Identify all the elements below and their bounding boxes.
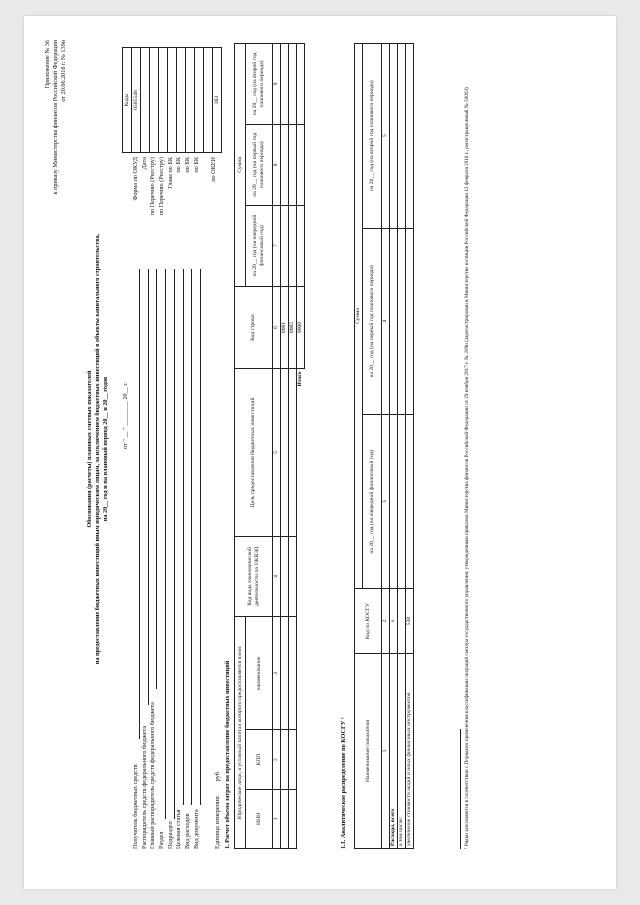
field-underline <box>191 269 192 805</box>
row-label: в том числе: <box>397 654 405 849</box>
col-num: 5 <box>273 369 281 536</box>
total-label: Итого <box>296 369 304 849</box>
col-indicator: Наименование показателя <box>355 654 382 849</box>
code-bk-2 <box>177 48 186 153</box>
field-unit <box>214 649 222 849</box>
col-num: 7 <box>273 205 281 286</box>
label-date: Дата <box>140 157 148 170</box>
document-title <box>86 69 109 829</box>
field-expense-type: Вид расходов <box>184 813 192 849</box>
field-underline <box>183 269 184 805</box>
field-section: Раздел <box>158 831 166 849</box>
label-bk-head: Глава по БК <box>166 157 174 189</box>
appendix-header <box>44 40 67 360</box>
title-line-1: Обоснования (расчеты) плановых сметных показателей <box>86 370 93 528</box>
line-code-cell: 0002 <box>288 286 296 369</box>
label-okei: по ОКЕИ <box>210 157 218 182</box>
table-row <box>405 44 413 849</box>
col-amount: Сумма <box>355 44 363 589</box>
table-row <box>280 44 288 849</box>
line-code-cell: 0001 <box>280 286 288 369</box>
row-code: x <box>389 589 397 654</box>
unit-value: руб <box>213 772 221 782</box>
col-year-3: на 20__ год (на второй год планового периода) <box>363 44 382 229</box>
col-purpose: Цель предоставления бюджетных инвестиций <box>235 369 273 536</box>
field-target: Целевая статья <box>175 809 183 849</box>
field-manager: Распорядитель средств федерального бюджета <box>140 725 148 849</box>
col-amount: Сумма <box>235 44 246 287</box>
row-code: 530 <box>405 589 413 654</box>
col-num: 1 <box>273 789 281 848</box>
document-page <box>24 16 616 889</box>
col-num: 3 <box>273 617 281 730</box>
code-bk-3 <box>186 48 195 153</box>
col-year-1: на 20__ год (на очередной финансовый год) <box>246 205 273 286</box>
field-underline <box>148 269 149 705</box>
col-year-2: на 20__ год (на первый год планового периода) <box>246 124 273 205</box>
label-okud: Форма по ОКУД <box>132 157 139 201</box>
col-year-3: на 20__ год (на второй год планового периода) <box>246 44 273 125</box>
table-row <box>397 44 405 849</box>
field-underline <box>156 269 157 689</box>
field-labels <box>132 649 221 849</box>
codes-table <box>122 47 222 153</box>
table-row <box>288 44 296 849</box>
code-registry-2 <box>159 48 168 153</box>
section-1-table <box>234 43 305 849</box>
label-blank <box>202 157 211 329</box>
col-num: 6 <box>273 286 281 369</box>
label-registry-1: по Перечню (Реестру) <box>149 157 157 216</box>
field-underline <box>139 269 140 739</box>
code-date <box>141 48 150 153</box>
col-num: 9 <box>273 44 281 125</box>
footnote <box>464 39 471 849</box>
row-label: Расходы, всего <box>389 654 397 849</box>
field-underline <box>174 269 175 819</box>
row-label: увеличение стоимости акций и иных финансовых инструментов <box>405 654 413 849</box>
code-labels <box>132 157 219 329</box>
code-blank <box>204 48 213 153</box>
rotated-content <box>24 16 616 889</box>
code-registry-1 <box>150 48 159 153</box>
table-row <box>389 44 397 849</box>
total-code: 9000 <box>296 286 304 369</box>
spacer <box>202 649 214 849</box>
footnote-rule <box>460 729 461 849</box>
col-kosgu: Код по КОСГУ <box>355 589 382 654</box>
col-num: 4 <box>273 536 281 617</box>
title-line-2: на предоставление бюджетных инвестиций иным юридическим лицам, за исключением бюджетных инвестиций в объекты капитального строительства, <box>93 233 101 665</box>
footnote-text: ¹ Рядки заполняются в соответствии с Порядком применения классификации операций сектора государственного управления, утвержденным приказом Министерства финансов Российской Федерации от 29 ноября 2017 г. № 209н (зарегистрирован в Министерстве юстиции Российской Федерации 12 февраля 2018 г., регистрационный № 50003) <box>464 87 470 849</box>
unit-label: Единица измерения: <box>213 795 221 849</box>
col-num: 2 <box>273 730 281 789</box>
code-bk-1 <box>168 48 177 153</box>
col-num: 2 <box>382 589 390 654</box>
section-1-title: 1. Расчет объема затрат на предоставление бюджетных инвестиций <box>224 660 231 849</box>
col-okved: Код вида экономической деятельности по ОКВЭД <box>235 536 273 617</box>
section-1-1-title: 1.1. Аналитическое распределение по КОСГУ ¹ <box>340 717 347 849</box>
appendix-order: к приказу Министерства финансов Российской Федерации <box>51 40 59 195</box>
label-registry-2: по Перечню (Реестру) <box>158 157 166 216</box>
col-num: 4 <box>382 228 390 415</box>
code-bk-4 <box>195 48 204 153</box>
date-line: от " __ " ________ 20__ г. <box>122 382 129 449</box>
col-line-code: Код строки <box>235 286 273 369</box>
table-row-total <box>296 44 304 849</box>
codes-header: Коды <box>123 48 132 153</box>
col-num: 5 <box>382 44 390 229</box>
col-kpp: КПП <box>246 730 273 789</box>
col-inn: ИНН <box>246 789 273 848</box>
field-doc-type: Вид документа <box>192 809 200 849</box>
col-name: наименование <box>246 617 273 730</box>
field-chief-manager: Главный распорядитель средств федерального бюджета <box>149 702 157 849</box>
section-1-1-table <box>354 43 414 849</box>
title-line-3: на 20__ год и на плановый период 20__ и 20__ годов <box>101 376 109 522</box>
field-underline <box>200 269 201 805</box>
appendix-number: Приложение № 36 <box>44 40 51 89</box>
col-num: 3 <box>382 415 390 589</box>
field-recipient: Получатель бюджетных средств <box>132 764 139 849</box>
code-okud: 0505548 <box>132 48 141 153</box>
col-year-2: на 20__ год (на первый год планового периода) <box>363 228 382 415</box>
appendix-date: от 20.06.2018 г. № 139н <box>59 40 67 102</box>
col-legal-entity: Юридическое лицо, в уставный капитал которого предоставляется взнос <box>235 617 246 849</box>
code-okei: 383 <box>213 48 222 153</box>
label-bk-1: по БК <box>175 157 183 173</box>
field-subsection: Подраздел <box>166 821 174 849</box>
row-code <box>397 589 405 654</box>
col-num: 8 <box>273 124 281 205</box>
col-num: 1 <box>382 654 390 849</box>
label-bk-3: по БК <box>192 157 200 173</box>
label-bk-2: по БК <box>184 157 192 173</box>
col-year-1: на 20__ год (на очередной финансовый год) <box>363 415 382 589</box>
field-underline <box>165 269 166 819</box>
